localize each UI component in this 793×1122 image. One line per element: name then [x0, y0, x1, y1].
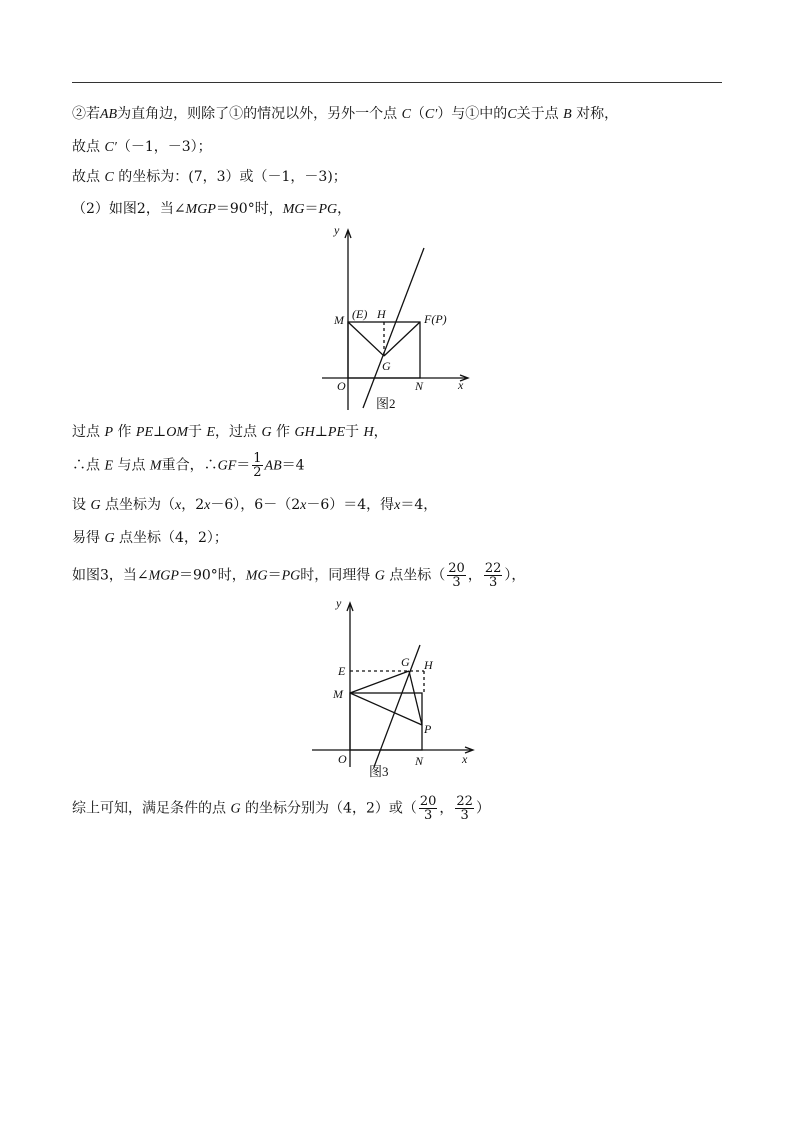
- fraction-twenty-thirds: [447, 562, 466, 589]
- text: 于: [345, 424, 359, 440]
- math-var: G: [261, 425, 272, 440]
- text-line-4: [72, 199, 351, 220]
- text: ＝: [267, 567, 282, 584]
- label-p: P: [424, 722, 432, 736]
- text-line-3: [72, 167, 347, 188]
- label-m: M: [333, 687, 343, 701]
- math-var: G: [374, 568, 385, 584]
- label-fp: F(P): [424, 312, 447, 326]
- label-x: x: [458, 378, 464, 392]
- fraction-denominator: 3: [488, 575, 498, 590]
- math-var: C: [401, 107, 411, 122]
- text: ）: [475, 800, 490, 817]
- text: 于: [187, 424, 202, 440]
- text: ＝90°时，: [215, 201, 283, 217]
- figure-2-caption: 图2: [376, 396, 396, 411]
- text-line-10: [72, 795, 490, 822]
- text: ，过点: [215, 424, 257, 440]
- text: ，: [337, 201, 352, 217]
- text: 的坐标为：(7，3）或（－1，－3)；: [118, 169, 347, 185]
- text: 易得: [72, 530, 100, 546]
- label-n: N: [415, 754, 424, 768]
- fraction-numerator: 20: [448, 561, 465, 576]
- text: 关于点: [516, 106, 559, 122]
- text: 设: [72, 497, 86, 513]
- math-var: H: [363, 425, 374, 440]
- label-x: x: [462, 752, 468, 766]
- text: ＝: [236, 457, 251, 474]
- label-y: y: [334, 223, 340, 237]
- segment-mg: [350, 671, 409, 693]
- text: 作: [117, 424, 132, 440]
- text: ②若: [72, 106, 100, 122]
- math-var: B: [563, 107, 572, 122]
- segment-gp: [409, 671, 422, 725]
- math-var: E: [104, 458, 114, 474]
- text: 故点: [72, 139, 100, 155]
- text-line-6: [72, 452, 305, 479]
- fraction-denominator: 3: [452, 575, 461, 590]
- math-var: x: [394, 498, 401, 513]
- math-var: x: [204, 498, 211, 513]
- math-var: PE: [327, 425, 345, 440]
- text-line-1: [72, 104, 618, 125]
- fraction-twentytwo-thirds: [455, 795, 474, 822]
- math-var: x: [300, 498, 307, 513]
- segment-mp: [350, 693, 422, 725]
- math-var: GF: [217, 458, 237, 474]
- fraction-numerator: 20: [419, 794, 437, 809]
- text: －6）＝4，得: [306, 497, 395, 513]
- math-var: P: [104, 425, 114, 440]
- header-rule: [72, 82, 722, 83]
- text: ，: [373, 424, 388, 440]
- math-var: G: [230, 801, 241, 817]
- text: ，: [439, 800, 454, 817]
- text: 点坐标（4，2）；: [119, 530, 228, 546]
- math-var: MG: [245, 568, 268, 584]
- math-var: G: [90, 498, 101, 513]
- text: （2）如图2，当∠: [72, 201, 186, 217]
- text: （－1，－3）；: [116, 139, 212, 155]
- text: 如图3，当∠: [72, 567, 149, 584]
- figure-3-caption: 图3: [369, 764, 389, 779]
- math-var: MG: [282, 202, 305, 217]
- math-var: C′: [104, 140, 117, 155]
- text: 重合，∴: [161, 457, 218, 474]
- fraction-twentytwo-thirds: [484, 562, 503, 589]
- math-var: M: [149, 458, 162, 474]
- text: 时，同理得: [300, 567, 371, 584]
- text: 与点: [117, 457, 146, 474]
- text: ＝4，: [400, 497, 438, 513]
- fraction-denominator: 2: [253, 465, 262, 480]
- math-var: x: [175, 498, 182, 513]
- text: ＝: [304, 201, 319, 217]
- text: ＝4: [281, 457, 305, 474]
- text: 的坐标分别为（4，2）或（: [245, 800, 417, 817]
- label-e: E: [338, 664, 346, 678]
- math-var: GH: [294, 425, 315, 440]
- text: ），: [504, 567, 526, 584]
- text-line-9: [72, 562, 525, 589]
- text: ∴点: [72, 457, 100, 474]
- label-h: H: [377, 307, 386, 321]
- text: ，: [467, 567, 482, 584]
- fraction-numerator: 22: [484, 561, 502, 576]
- text-line-8: [72, 528, 228, 549]
- text: ，2: [181, 497, 205, 513]
- text: 点坐标为（: [105, 497, 176, 513]
- text: 综上可知，满足条件的点: [72, 800, 226, 817]
- label-g: G: [382, 359, 391, 373]
- text: ＝90°时，: [178, 567, 246, 584]
- text: ⊥: [153, 424, 167, 440]
- math-var: E: [206, 425, 215, 440]
- text: （: [410, 106, 425, 122]
- text-line-7: [72, 495, 437, 516]
- fraction-numerator: 22: [456, 794, 473, 809]
- fraction-numerator: 1: [253, 451, 262, 466]
- label-e: (E): [352, 307, 368, 321]
- square-omfn: [350, 693, 422, 750]
- math-var: MGP: [148, 568, 179, 584]
- math-var: PG: [318, 202, 338, 217]
- label-h: H: [424, 658, 433, 672]
- text: ⊥: [314, 424, 328, 440]
- text: 点坐标（: [389, 567, 446, 584]
- math-var: AB: [264, 458, 282, 474]
- math-var: OM: [166, 425, 188, 440]
- label-o: O: [338, 752, 347, 766]
- text: 对称，: [576, 106, 619, 122]
- text: －6），6－（2: [210, 497, 301, 513]
- math-var: AB: [100, 107, 118, 122]
- text-line-2: [72, 137, 212, 158]
- text: ）与①中的: [437, 106, 508, 122]
- label-n: N: [415, 379, 424, 393]
- text: 作: [276, 424, 291, 440]
- figure-3: [302, 595, 482, 785]
- fraction-twenty-thirds: [419, 795, 438, 822]
- math-var: C′: [424, 107, 438, 122]
- label-y: y: [336, 596, 342, 610]
- label-o: O: [337, 379, 346, 393]
- math-var: G: [104, 531, 115, 546]
- segment-mg: [348, 322, 384, 356]
- math-var: MGP: [185, 202, 216, 217]
- text: 故点: [72, 169, 100, 185]
- math-var: PE: [135, 425, 154, 440]
- fraction-denominator: 3: [423, 808, 433, 823]
- math-var: C: [104, 170, 114, 185]
- label-m: M: [334, 313, 344, 327]
- label-g: G: [401, 655, 410, 669]
- text-line-5: [72, 422, 388, 443]
- line-y-2x-6: [374, 645, 420, 767]
- math-var: PG: [281, 568, 301, 584]
- figure-2: [312, 222, 482, 417]
- fraction-one-half: [252, 452, 262, 479]
- fraction-denominator: 3: [460, 808, 469, 823]
- text: 过点: [72, 424, 100, 440]
- text: 为直角边，则除了①的情况以外，另外一个点: [117, 106, 398, 122]
- math-var: C: [507, 107, 517, 122]
